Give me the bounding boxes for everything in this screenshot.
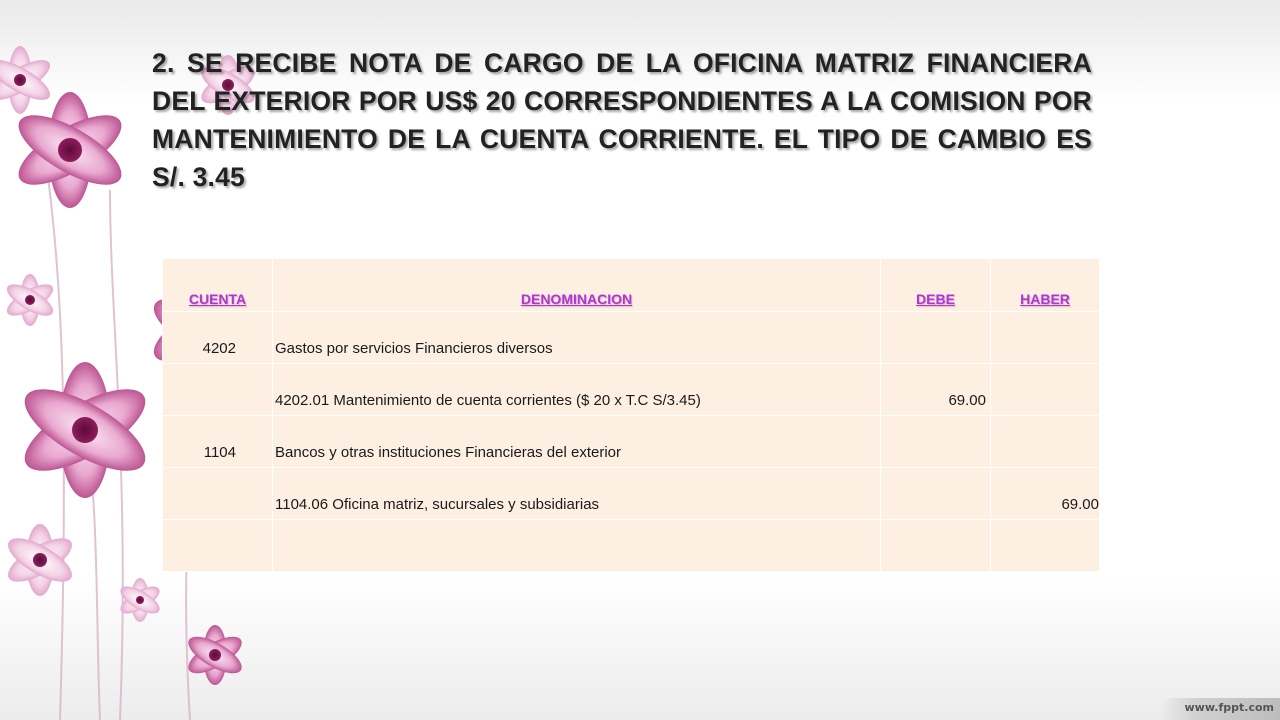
cell-denominacion xyxy=(273,519,881,571)
cell-haber xyxy=(991,311,1100,363)
cell-debe xyxy=(881,519,991,571)
table-row xyxy=(163,363,1100,415)
cell-denominacion: Gastos por servicios Financieros diversos xyxy=(273,311,881,363)
slide-title: 2. SE RECIBE NOTA DE CARGO DE LA OFICINA MATRIZ FINANCIERA DEL EXTERIOR POR US$ 20 CORRESPONDIENTES A LA COMISION POR MANTENIMIENTO DE LA CUENTA CORRIENTE. EL TIPO DE CAMBIO ES S/. 3.45 xyxy=(152,48,1092,192)
cell-haber: 69.00 xyxy=(991,467,1100,519)
cell-haber xyxy=(991,415,1100,467)
table-row xyxy=(163,519,1100,571)
cell-debe xyxy=(881,415,991,467)
header-denominacion: DENOMINACION xyxy=(273,259,881,311)
table-header-row xyxy=(163,259,1100,311)
watermark-logo xyxy=(1160,698,1280,720)
cell-cuenta xyxy=(163,519,273,571)
table-row xyxy=(163,311,1100,363)
cell-cuenta: 4202 xyxy=(163,311,273,363)
header-debe: DEBE xyxy=(881,259,991,311)
entries-table xyxy=(162,259,1100,572)
cell-denominacion: Bancos y otras instituciones Financieras del exterior xyxy=(273,415,881,467)
journal-entry-table xyxy=(162,259,1099,572)
header-haber: HABER xyxy=(991,259,1100,311)
watermark-text: www.fppt.com xyxy=(1184,701,1274,714)
header-cuenta: CUENTA xyxy=(163,259,273,311)
cell-haber xyxy=(991,519,1100,571)
cell-cuenta xyxy=(163,363,273,415)
cell-denominacion: 1104.06 Oficina matriz, sucursales y subsidiarias xyxy=(273,467,881,519)
table-row xyxy=(163,415,1100,467)
cell-haber xyxy=(991,363,1100,415)
cell-cuenta: 1104 xyxy=(163,415,273,467)
table-row xyxy=(163,467,1100,519)
cell-debe: 69.00 xyxy=(881,363,991,415)
cell-denominacion: 4202.01 Mantenimiento de cuenta corrientes ($ 20 x T.C S/3.45) xyxy=(273,363,881,415)
cell-cuenta xyxy=(163,467,273,519)
cell-debe xyxy=(881,311,991,363)
cell-debe xyxy=(881,467,991,519)
